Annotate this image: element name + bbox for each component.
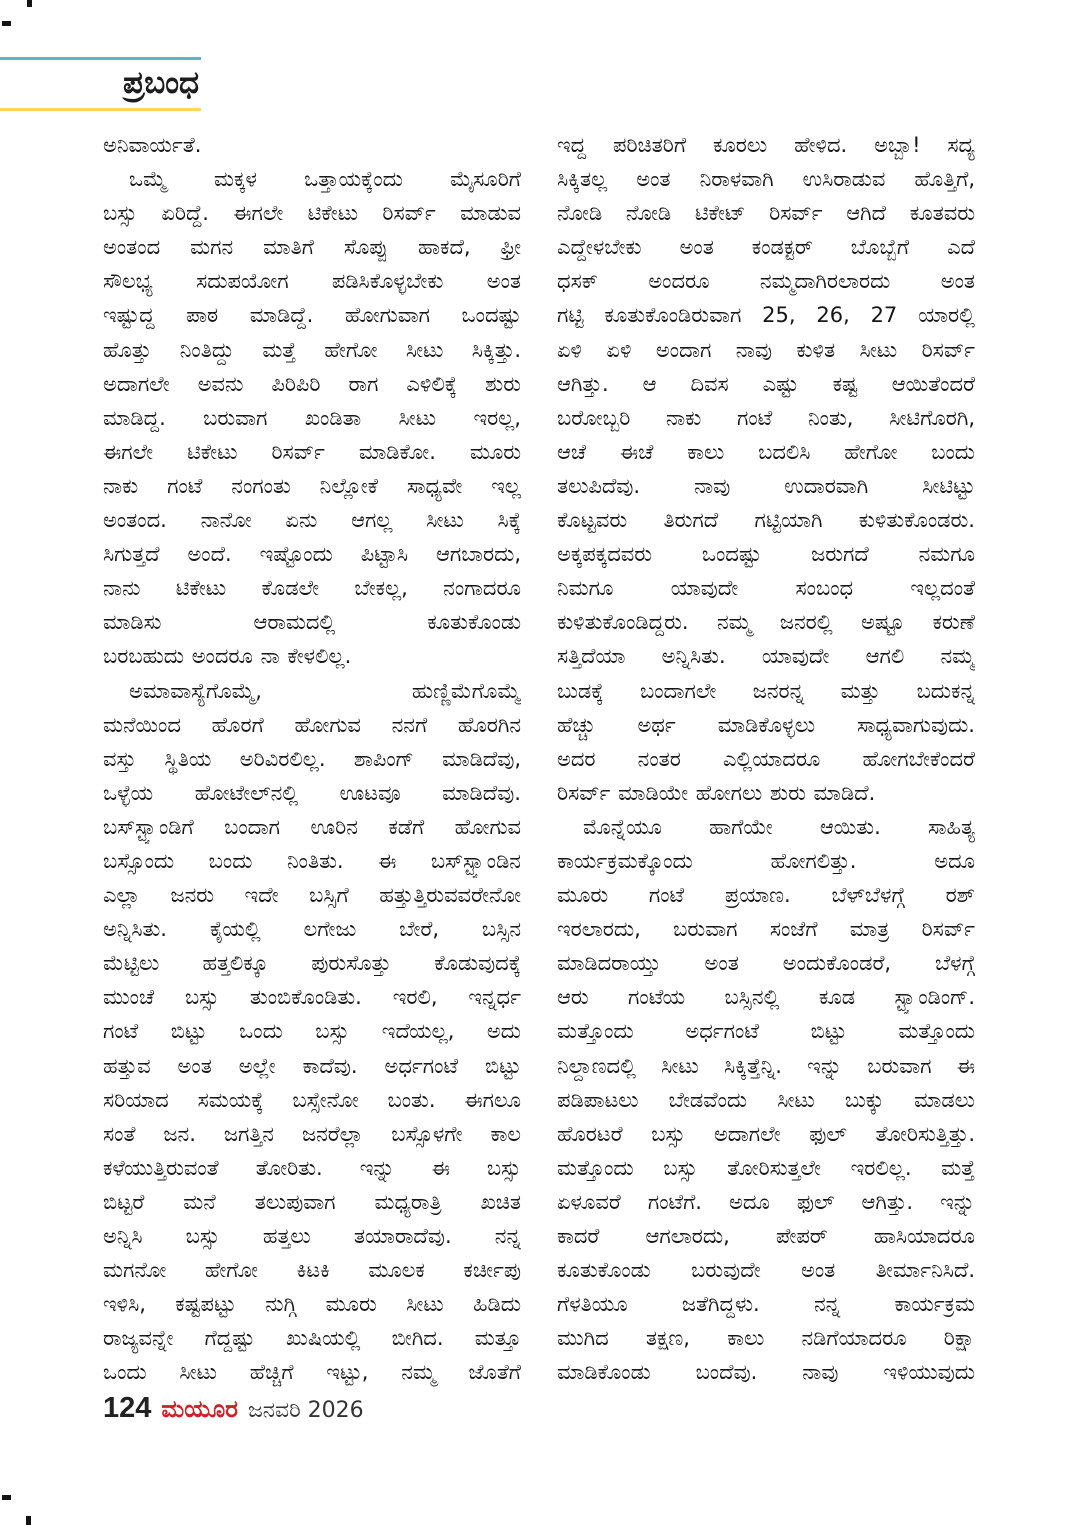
text-line: ಅನ್ನಿಸಿ ಬಸ್ಸು ಹತ್ತಲು ತಯಾರಾದೆವು. ನನ್ನ	[103, 1224, 521, 1248]
text-line: ವಸ್ತು ಸ್ಥಿತಿಯ ಅರಿವಿರಲಿಲ್ಲ. ಶಾಪಿಂಗ್ ಮಾಡಿದೆವು,	[103, 746, 521, 771]
text-line: ಬಸ್ಸೊಂದು ಬಂದು ನಿಂತಿತು. ಈ ಬಸ್‌ಸ್ಟ್ಯಾಂಡಿನ	[103, 848, 521, 873]
text-line: ಅನ್ನಿಸಿತು. ಕೈಯಲ್ಲಿ ಲಗೇಜು ಬೇರೆ, ಬಸ್ಸಿನ	[103, 917, 521, 942]
text-line: ಕೂತುಕೊಂಡು ಬರುವುದೇ ಅಂತ ತೀರ್ಮಾನಿಸಿದೆ.	[557, 1258, 975, 1283]
text-line: ಇಷ್ಟುದ್ದ ಪಾಠ ಮಾಡಿದ್ದೆ. ಹೋಗುವಾಗ ಒಂದಷ್ಟು	[103, 303, 521, 328]
right-column	[557, 128, 975, 1389]
text-line: ಅಂತಂದ. ನಾನೋ ಏನು ಆಗಲ್ಲ ಸೀಟು ಸಿಕ್ಕೆ	[103, 508, 521, 533]
text-line: ಹೊರಟರೆ ಬಸ್ಸು ಅದಾಗಲೇ ಫುಲ್ ತೋರಿಸುತ್ತಿತ್ತು.	[557, 1121, 975, 1146]
text-line: ಮುಂಚೆ ಬಸ್ಸು ತುಂಬಿಕೊಂಡಿತು. ಇರಲಿ, ಇನ್ನರ್ಧ	[103, 985, 521, 1010]
text-line: ಒಂದು ಸೀಟು ಹೆಚ್ಚಿಗೆ ಇಟ್ಟು, ನಮ್ಮ ಜೊತೆಗೆ	[103, 1360, 521, 1385]
text-line: ಮತ್ತೊಂದು ಬಸ್ಸು ತೋರಿಸುತ್ತಲೇ ಇರಲಿಲ್ಲ. ಮತ್ತೆ	[557, 1155, 975, 1180]
text-line: ಕಳೆಯುತ್ತಿರುವಂತೆ ತೋರಿತು. ಇನ್ನು ಈ ಬಸ್ಸು	[103, 1155, 521, 1180]
text-line: ಈಗಲೇ ಟಿಕೇಟು ರಿಸರ್ವ್ ಮಾಡಿಕೋ. ಮೂರು	[103, 439, 521, 464]
text-line: ಆಗಿತ್ತು. ಆ ದಿವಸ ಎಷ್ಟು ಕಷ್ಟ ಆಯಿತೆಂದರೆ	[557, 371, 975, 396]
text-line: ನಿಲ್ದಾಣದಲ್ಲಿ ಸೀಟು ಸಿಕ್ಕಿತ್ತೆನ್ನಿ. ಇನ್ನು ಬರುವಾಗ ಈ	[557, 1053, 975, 1078]
crop-mark-top-dash	[2, 21, 11, 26]
text-line: ಅದರ ನಂತರ ಎಲ್ಲಿಯಾದರೂ ಹೋಗಬೇಕೆಂದರೆ	[557, 746, 975, 771]
text-line: ಕಾರ್ಯಕ್ರಮಕ್ಕೊಂದು ಹೋಗಲಿತ್ತು. ಅದೂ	[557, 848, 975, 873]
text-line: ಏಳೂವರೆ ಗಂಟೆಗೆ. ಅದೂ ಫುಲ್ ಆಗಿತ್ತು. ಇನ್ನು	[557, 1189, 975, 1214]
text-line: ಬಿಟ್ಟರೆ ಮನೆ ತಲುಪುವಾಗ ಮಧ್ಯರಾತ್ರಿ ಖಚಿತ	[103, 1189, 521, 1214]
text-line: ಬಸ್‌ಸ್ಟ್ಯಾಂಡಿಗೆ ಬಂದಾಗ ಊರಿನ ಕಡೆಗೆ ಹೋಗುವ	[103, 814, 521, 839]
text-line: ಪಡಿಪಾಟಲು ಬೇಡವೆಂದು ಸೀಟು ಬುಕ್ಕು ಮಾಡಲು	[557, 1087, 975, 1112]
page-number: 124	[103, 1392, 152, 1424]
crop-mark-top-tick	[27, 0, 32, 7]
text-line: ಮುಗಿದ ತಕ್ಷಣ, ಕಾಲು ನಡಿಗೆಯಾದರೂ ರಿಕ್ಷಾ	[557, 1326, 975, 1351]
text-line: ಕಾದರೆ ಆಗಲಾರದು, ಪೇಪರ್ ಹಾಸಿಯಾದರೂ	[557, 1224, 975, 1248]
text-line: ಏಳಿ ಏಳಿ ಅಂದಾಗ ನಾವು ಕುಳಿತ ಸೀಟು ರಿಸರ್ವ್	[557, 337, 975, 362]
crop-mark-bottom-tick	[26, 1516, 31, 1525]
text-line: ಹತ್ತುವ ಅಂತ ಅಲ್ಲೇ ಕಾದೆವು. ಅರ್ಧಗಂಟೆ ಬಿಟ್ಟು	[103, 1053, 521, 1078]
text-line: ಮನೆಯಿಂದ ಹೊರಗೆ ಹೋಗುವ ನನಗೆ ಹೊರಗಿನ	[103, 712, 521, 737]
text-line: ಸೌಲಭ್ಯ ಸದುಪಯೋಗ ಪಡಿಸಿಕೊಳ್ಳಬೇಕು ಅಂತ	[103, 269, 521, 294]
text-line: ತಲುಪಿದೆವು. ನಾವು ಉದಾರವಾಗಿ ಸೀಟಿಟ್ಟು	[557, 473, 975, 498]
text-line: ಗಂಟೆ ಬಿಟ್ಟು ಒಂದು ಬಸ್ಸು ಇದೆಯಲ್ಲ, ಅದು	[103, 1019, 521, 1044]
text-line: ಅಂತಂದ ಮಗನ ಮಾತಿಗೆ ಸೊಪ್ಪು ಹಾಕದೆ, ಫ್ರೀ	[103, 235, 521, 260]
text-line: ನೋಡಿ ನೋಡಿ ಟಿಕೇಟ್ ರಿಸರ್ವ್ ಆಗಿದೆ ಕೂತವರು	[557, 201, 975, 226]
text-line: ಕುಳಿತುಕೊಂಡಿದ್ದರು. ನಮ್ಮ ಜನರಲ್ಲಿ ಅಷ್ಟೂ ಕರುಣೆ	[557, 610, 975, 635]
text-line: ಎದ್ದೇಳಬೇಕು ಅಂತ ಕಂಡಕ್ಟರ್ ಬೊಬ್ಬೆಗೆ ಎದೆ	[557, 235, 975, 260]
text-line: ಕೊಟ್ಟವರು ತಿರುಗದೆ ಗಟ್ಟಿಯಾಗಿ ಕುಳಿತುಕೊಂಡರು.	[557, 508, 975, 533]
magazine-name: ಮಯೂರ	[161, 1395, 238, 1423]
text-line: ಮಗನೋ ಹೇಗೋ ಕಿಟಕಿ ಮೂಲಕ ಕರ್ಚೀಪು	[103, 1258, 521, 1283]
text-line: ಬುಡಕ್ಕೆ ಬಂದಾಗಲೇ ಜನರನ್ನ ಮತ್ತು ಬದುಕನ್ನ	[557, 678, 975, 703]
text-line: ಹೆಚ್ಚು ಅರ್ಥ ಮಾಡಿಕೊಳ್ಳಲು ಸಾಧ್ಯವಾಗುವುದು.	[557, 712, 975, 737]
text-line: ಮಾಡಿಕೊಂಡು ಬಂದೆವು. ನಾವು ಇಳಿಯುವುದು	[557, 1360, 975, 1385]
text-line: ಮೂರು ಗಂಟೆ ಪ್ರಯಾಣ. ಬೆಳ್‌ಬೆಳಗ್ಗೆ ರಶ್	[557, 883, 975, 908]
text-line: ಆರು ಗಂಟೆಯ ಬಸ್ಸಿನಲ್ಲಿ ಕೂಡ ಸ್ಟ್ಯಾಂಡಿಂಗ್.	[557, 985, 975, 1010]
text-line: ಹೊತ್ತು ನಿಂತಿದ್ದು ಮತ್ತೆ ಹೇಗೋ ಸೀಟು ಸಿಕ್ಕಿತ್ತು.	[103, 337, 521, 362]
text-line: ನಾನು ಟಿಕೇಟು ಕೊಡಲೇ ಬೇಕಲ್ಲ, ನಂಗಾದರೂ	[103, 576, 521, 601]
text-line: ಬರೋಬ್ಬರಿ ನಾಕು ಗಂಟೆ ನಿಂತು, ಸೀಟಿಗೊರಗಿ,	[557, 405, 975, 430]
section-title: ಪ್ರಬಂಧ	[123, 65, 199, 101]
text-line: ಮಾಡಿದ್ದ. ಬರುವಾಗ ಖಂಡಿತಾ ಸೀಟು ಇರಲ್ಲ,	[103, 405, 521, 430]
text-line: ಆಚೆ ಈಚೆ ಕಾಲು ಬದಲಿಸಿ ಹೇಗೋ ಬಂದು	[557, 439, 975, 464]
text-line: ಗೆಳತಿಯೂ ಜತೆಗಿದ್ದಳು. ನನ್ನ ಕಾರ್ಯಕ್ರಮ	[557, 1292, 975, 1317]
text-line: ಮತ್ತೊಂದು ಅರ್ಧಗಂಟೆ ಬಿಟ್ಟು ಮತ್ತೊಂದು	[557, 1019, 975, 1044]
text-line: ಗಟ್ಟಿ ಕೂತುಕೊಂಡಿರುವಾಗ 25, 26, 27 ಯಾರಲ್ಲಿ	[557, 303, 975, 328]
left-column	[103, 128, 521, 1389]
header-bottom-rule	[0, 108, 201, 111]
text-line: ಒಳ್ಳೆಯ ಹೋಟೇಲ್‌ನಲ್ಲಿ ಊಟವೂ ಮಾಡಿದೆವು.	[103, 780, 521, 805]
text-line: ಸತ್ತಿದೆಯಾ ಅನ್ನಿಸಿತು. ಯಾವುದೇ ಆಗಲಿ ನಮ್ಮ	[557, 644, 975, 669]
issue-date: ಜನವರಿ 2026	[247, 1398, 364, 1423]
text-line: ಅಮಾವಾಸ್ಯೆಗೊಮ್ಮೆ, ಹುಣ್ಣಿಮೆಗೊಮ್ಮೆ	[129, 678, 521, 703]
text-line: ನಾಕು ಗಂಟೆ ನಂಗಂತು ನಿಲ್ಲೋಕೆ ಸಾಧ್ಯವೇ ಇಲ್ಲ	[103, 473, 521, 498]
text-line: ಅನಿವಾರ್ಯತೆ.	[103, 133, 202, 157]
crop-mark-bottom-dash	[2, 1495, 11, 1500]
text-line: ಸಿಗುತ್ತದೆ ಅಂದೆ. ಇಷ್ಟೊಂದು ಪಿಟ್ಟಾಸಿ ಆಗಬಾರದು,	[103, 542, 521, 567]
text-line: ಅಕ್ಕಪಕ್ಕದವರು ಒಂದಷ್ಟು ಜರುಗದೆ ನಮಗೂ	[557, 542, 975, 567]
text-line: ಮೊನ್ನೆಯೂ ಹಾಗೆಯೇ ಆಯಿತು. ಸಾಹಿತ್ಯ	[583, 814, 975, 839]
text-line: ಬರಬಹುದು ಅಂದರೂ ನಾ ಕೇಳಲಿಲ್ಲ.	[103, 644, 352, 669]
text-line: ಅದಾಗಲೇ ಅವನು ಪಿರಿಪಿರಿ ರಾಗ ಎಳಿಲಿಕ್ಕೆ ಶುರು	[103, 371, 521, 396]
text-line: ಇರಲಾರದು, ಬರುವಾಗ ಸಂಜೆಗೆ ಮಾತ್ರ ರಿಸರ್ವ್	[557, 917, 975, 942]
text-line: ಸಂತೆ ಜನ. ಜಗತ್ತಿನ ಜನರೆಲ್ಲಾ ಬಸ್ಸೊಳಗೇ ಕಾಲ	[103, 1121, 521, 1146]
text-line: ಇಳಿಸಿ, ಕಷ್ಟಪಟ್ಟು ನುಗ್ಗಿ ಮೂರು ಸೀಟು ಹಿಡಿದು	[103, 1292, 521, 1317]
text-line: ಮೆಟ್ಟಿಲು ಹತ್ತಲಿಕ್ಕೂ ಪುರುಸೊತ್ತು ಕೊಡುವುದಕ್ಕೆ	[103, 951, 521, 976]
header-top-rule	[0, 57, 201, 60]
text-line: ಬಸ್ಸು ಏರಿದ್ದೆ. ಈಗಲೇ ಟಿಕೇಟು ರಿಸರ್ವ್ ಮಾಡುವ	[103, 201, 521, 226]
text-line: ಮಾಡಿದರಾಯ್ತು ಅಂತ ಅಂದುಕೊಂಡರೆ, ಬೆಳಗ್ಗೆ	[557, 951, 975, 976]
text-line: ಸರಿಯಾದ ಸಮಯಕ್ಕೆ ಬಸ್ಸೇನೋ ಬಂತು. ಈಗಲೂ	[103, 1087, 521, 1112]
text-line: ರಿಸರ್ವ್ ಮಾಡಿಯೇ ಹೋಗಲು ಶುರು ಮಾಡಿದೆ.	[557, 780, 876, 805]
section-header	[0, 57, 201, 111]
text-line: ಸಿಕ್ಕಿತಲ್ಲ ಅಂತ ನಿರಾಳವಾಗಿ ಉಸಿರಾಡುವ ಹೊತ್ತಿಗೆ,	[557, 167, 975, 192]
text-line: ಮಾಡಿಸು ಆರಾಮದಲ್ಲಿ ಕೂತುಕೊಂಡು	[103, 610, 521, 635]
text-line: ರಾಜ್ಯವನ್ನೇ ಗೆದ್ದಷ್ಟು ಖುಷಿಯಲ್ಲಿ ಬೀಗಿದ. ಮತ್ತೂ	[103, 1326, 521, 1351]
text-line: ಧಸಕ್ ಅಂದರೂ ನಮ್ಮದಾಗಿರಲಾರದು ಅಂತ	[557, 269, 975, 294]
text-line: ಎಲ್ಲಾ ಜನರು ಇದೇ ಬಸ್ಸಿಗೆ ಹತ್ತುತ್ತಿರುವವರೇನೋ	[103, 883, 521, 908]
text-line: ಒಮ್ಮೆ ಮಕ್ಕಳ ಒತ್ತಾಯಕ್ಕೆಂದು ಮೈಸೂರಿಗೆ	[129, 167, 521, 192]
text-line: ನಿಮಗೂ ಯಾವುದೇ ಸಂಬಂಧ ಇಲ್ಲದಂತೆ	[557, 576, 975, 601]
article-body	[103, 128, 976, 1389]
text-line: ಇದ್ದ ಪರಿಚಿತರಿಗೆ ಕೂರಲು ಹೇಳಿದ. ಅಬ್ಬಾ! ಸದ್ಯ	[557, 133, 975, 157]
page-footer	[103, 1392, 364, 1425]
